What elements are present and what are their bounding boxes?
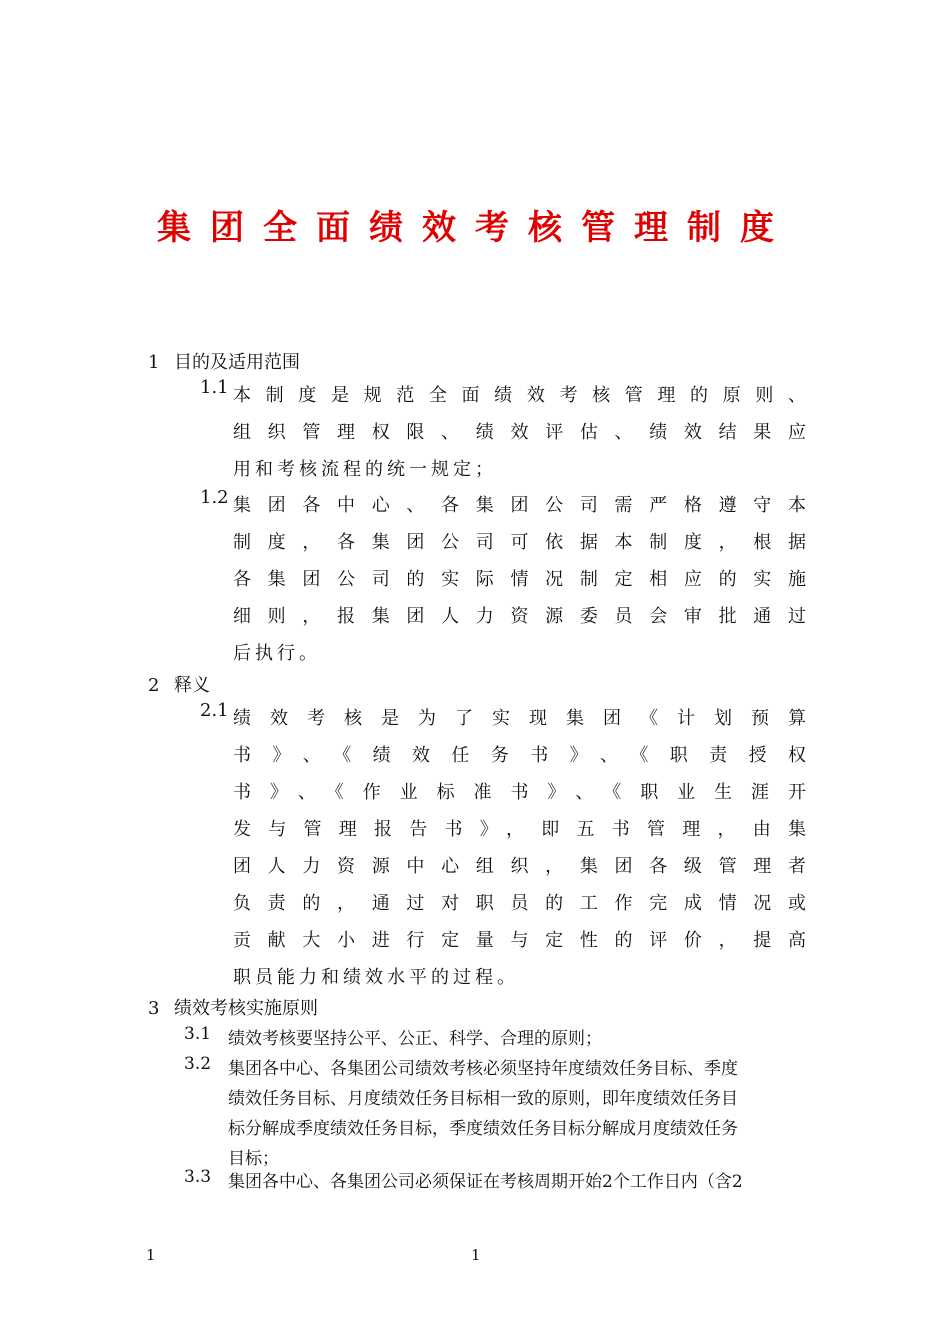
clause-line: 绩效考核要坚持公平、公正、科学、合理的原则； bbox=[228, 1029, 602, 1049]
clause-line: 绩效任务目标、月度绩效任务目标相一致的原则，即年度绩效任务目 bbox=[228, 1089, 738, 1109]
clause-line: 各集团公司的实际情况制定相应的实施 bbox=[233, 569, 810, 590]
clause-number: 1.2 bbox=[200, 487, 229, 508]
clause-line: 组织管理权限、绩效评估、绩效结果应 bbox=[233, 422, 810, 443]
section-heading bbox=[148, 350, 300, 376]
clause-line: 目标； bbox=[228, 1149, 279, 1169]
clause-line: 用和考核流程的统一规定； bbox=[233, 459, 497, 480]
section-number: 2 bbox=[148, 675, 160, 696]
clause-line: 集团各中心、各集团公司绩效考核必须坚持年度绩效任务目标、季度 bbox=[228, 1059, 738, 1079]
section-heading bbox=[148, 673, 210, 699]
clause-line: 制度，各集团公司可依据本制度，根据 bbox=[233, 532, 810, 553]
section-number: 1 bbox=[148, 352, 160, 373]
clause-number: 3.2 bbox=[184, 1054, 212, 1074]
section-heading bbox=[148, 996, 318, 1022]
clause bbox=[184, 1167, 804, 1197]
footer-page-number: 1 bbox=[471, 1246, 481, 1264]
clause-line: 标分解成季度绩效任务目标，季度绩效任务目标分解成月度绩效任务 bbox=[228, 1119, 738, 1139]
document-title: 集团全面绩效考核管理制度 bbox=[157, 208, 793, 248]
section-title: 目的及适用范围 bbox=[174, 352, 300, 373]
clause-line: 负责的，通过对职员的工作完成情况或 bbox=[233, 893, 810, 914]
clause-number: 3.1 bbox=[184, 1024, 212, 1044]
clause-line: 绩效考核是为了实现集团《计划预算 bbox=[233, 708, 810, 729]
clause-line: 贡献大小进行定量与定性的评价，提高 bbox=[233, 930, 810, 951]
clause-number: 3.3 bbox=[184, 1167, 212, 1187]
section-title: 绩效考核实施原则 bbox=[174, 998, 318, 1019]
clause-number: 1.1 bbox=[200, 377, 229, 398]
clause bbox=[200, 700, 810, 996]
clause-line: 集团各中心、各集团公司需严格遵守本 bbox=[233, 495, 810, 516]
section-title: 释义 bbox=[174, 675, 210, 696]
clause-line: 书》、《绩效任务书》、《职责授权 bbox=[233, 745, 810, 766]
clause-line: 本制度是规范全面绩效考核管理的原则、 bbox=[233, 385, 810, 406]
clause bbox=[200, 487, 810, 672]
clause-line: 团人力资源中心组织，集团各级管理者 bbox=[233, 856, 810, 877]
clause bbox=[184, 1024, 804, 1054]
section-number: 3 bbox=[148, 998, 160, 1019]
clause bbox=[200, 377, 810, 488]
clause-number: 2.1 bbox=[200, 700, 229, 721]
clause-line: 书》、《作业标准书》、《职业生涯开 bbox=[233, 782, 810, 803]
clause-line: 细则，报集团人力资源委员会审批通过 bbox=[233, 606, 810, 627]
clause-line: 职员能力和绩效水平的过程。 bbox=[233, 967, 519, 988]
footer-page-left: 1 bbox=[146, 1246, 156, 1264]
clause-line: 后执行。 bbox=[233, 643, 321, 664]
clause bbox=[184, 1054, 804, 1174]
clause-line: 集团各中心、各集团公司必须保证在考核周期开始2个工作日内（含2 bbox=[228, 1172, 743, 1192]
clause-line: 发与管理报告书》，即五书管理，由集 bbox=[233, 819, 810, 840]
